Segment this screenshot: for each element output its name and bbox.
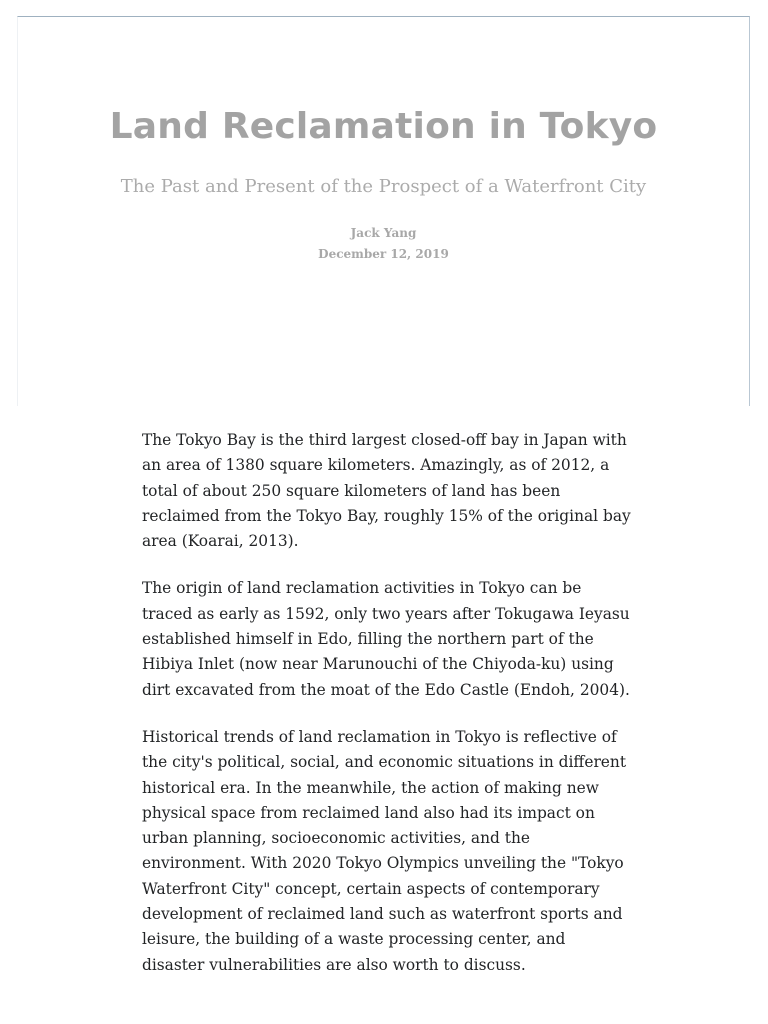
author-name: Jack Yang bbox=[350, 226, 417, 240]
article-header bbox=[17, 16, 750, 406]
article-paragraph-3: Historical trends of land reclamation in Tokyo is reflective of the city's political, social, and economic situations in different historical era. In the meanwhile, the action of making new physical space from reclaimed land also had its impact on urban planning, socioeconomic activities, and the environment. With 2020 Tokyo Olympics unveiling the "Tokyo Waterfront City" concept, certain aspects of contemporary development of reclaimed land such as waterfront sports and leisure, the building of a waste processing center, and disaster vulnerabilities are also worth to discuss. bbox=[142, 727, 627, 974]
page-title: Land Reclamation in Tokyo bbox=[109, 106, 658, 147]
article-body bbox=[142, 428, 632, 1000]
publish-date: December 12, 2019 bbox=[318, 247, 449, 261]
article-paragraph-2: The origin of land reclamation activities in Tokyo can be traced as early as 1592, only two years after Tokugawa Ieyasu established himself in Edo, filling the northern part of the Hibiya Inlet (now near Marunouchi of the Chiyoda-ku) using dirt excavated from the moat of the Edo Castle (Endoh, 2004). bbox=[142, 579, 630, 699]
article-paragraph-1: The Tokyo Bay is the third largest closed-off bay in Japan with an area of 1380 square kilometers. Amazingly, as of 2012, a total of about 250 square kilometers of land has been reclaimed from the Tokyo Bay, roughly 15% of the original bay area (Koarai, 2013). bbox=[142, 431, 631, 551]
page-subtitle: The Past and Present of the Prospect of a Waterfront City bbox=[120, 176, 647, 197]
